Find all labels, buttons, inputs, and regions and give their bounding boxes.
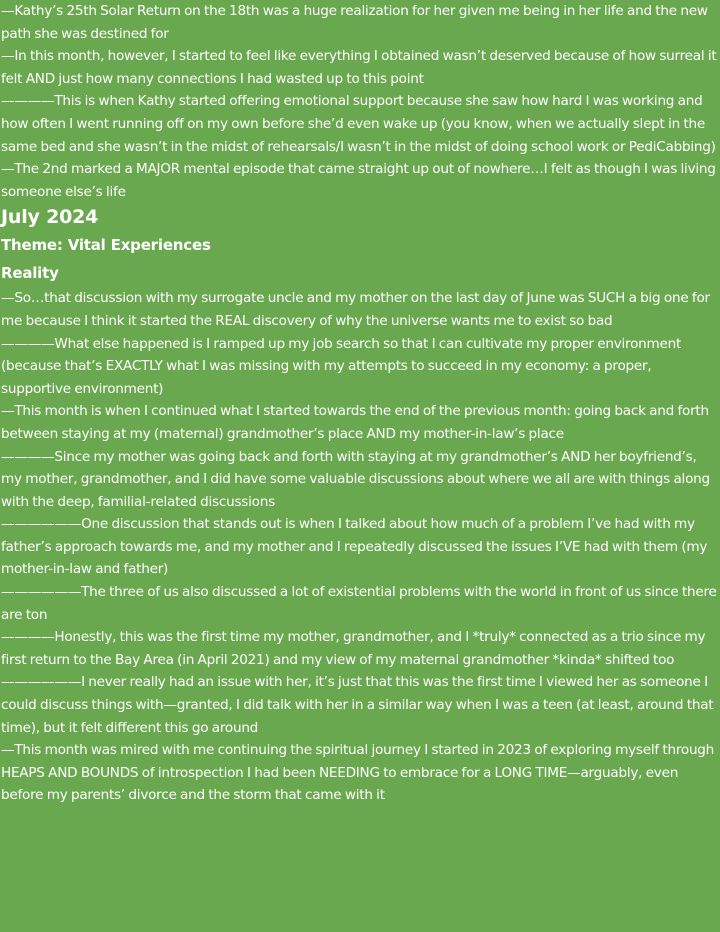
- paragraph-5: ——————One discussion that stands out is when I talked about how much of a problem I’ve had with my father’s approach towards me, and my mother and I repeatedly discussed the issues I’VE had with them (my mother-in-law and father): [1, 516, 708, 578]
- intro-paragraph-1: —Kathy’s 25th Solar Return on the 18th was a huge realization for her given me being in her life and the new path she was destined for: [1, 3, 708, 42]
- paragraph-9: —This month was mired with me continuing the spiritual journey I started in 2023 of exploring myself through HEAPS AND BOUNDS of introspection I had been NEEDING to embrace for a LONG TIME—arguably, even before my parents’ divorce and the storm that came with it: [1, 742, 715, 804]
- paragraph-3: —This month is when I continued what I started towards the end of the previous month: going back and forth between staying at my (maternal) grandmother’s place AND my mother-in-law’s place: [1, 403, 709, 442]
- intro-paragraph-3: ————This is when Kathy started offering emotional support because she saw how hard I was working and how often I went running off on my own before she’d even wake up (you know, when we actually slept in the same bed and she wasn’t in the midst of rehearsals/I wasn’t in the midst of doing school work or PediCabbing): [1, 93, 716, 155]
- section-theme: Theme: Vital Experiences: [1, 236, 211, 255]
- paragraph-2: ————What else happened is I ramped up my job search so that I can cultivate my proper environment (because that’s EXACTLY what I was missing with my attempts to succeed in my economy: a proper, supportive environment): [1, 335, 682, 397]
- section-subtitle: Reality: [1, 264, 59, 283]
- intro-paragraph-4: —The 2nd marked a MAJOR mental episode that came straight up out of nowhere…I felt as though I was living someone else’s life: [1, 161, 716, 200]
- paragraph-1: —So…that discussion with my surrogate uncle and my mother on the last day of June was SUCH a big one for me because I think it started the REAL discovery of why the universe wants me to exist so bad: [1, 290, 710, 329]
- section-title: July 2024: [1, 206, 99, 229]
- paragraph-7: ————Honestly, this was the first time my mother, grandmother, and I *truly* connected as a trio since my first return to the Bay Area (in April 2021) and my view of my maternal grandmother *kinda* shifted too: [1, 629, 706, 668]
- intro-paragraph-2: —In this month, however, I started to feel like everything I obtained wasn’t deserved because of how surreal it felt AND just how many connections I had wasted up to this point: [1, 48, 717, 87]
- paragraph-8: ——————I never really had an issue with her, it’s just that this was the first time I viewed her as someone I could discuss things with—granted, I did talk with her in a similar way when I was a teen (at least, around that time), but it felt different this go around: [1, 674, 714, 736]
- paragraph-4: ————Since my mother was going back and forth with staying at my grandmother’s AND her boyfriend’s, my mother, grandmother, and I did have some valuable discussions about where we all are with things along with the deep, familial-related discussions: [1, 448, 710, 510]
- paragraph-6: ——————The three of us also discussed a lot of existential problems with the world in front of us since there are ton: [1, 584, 717, 623]
